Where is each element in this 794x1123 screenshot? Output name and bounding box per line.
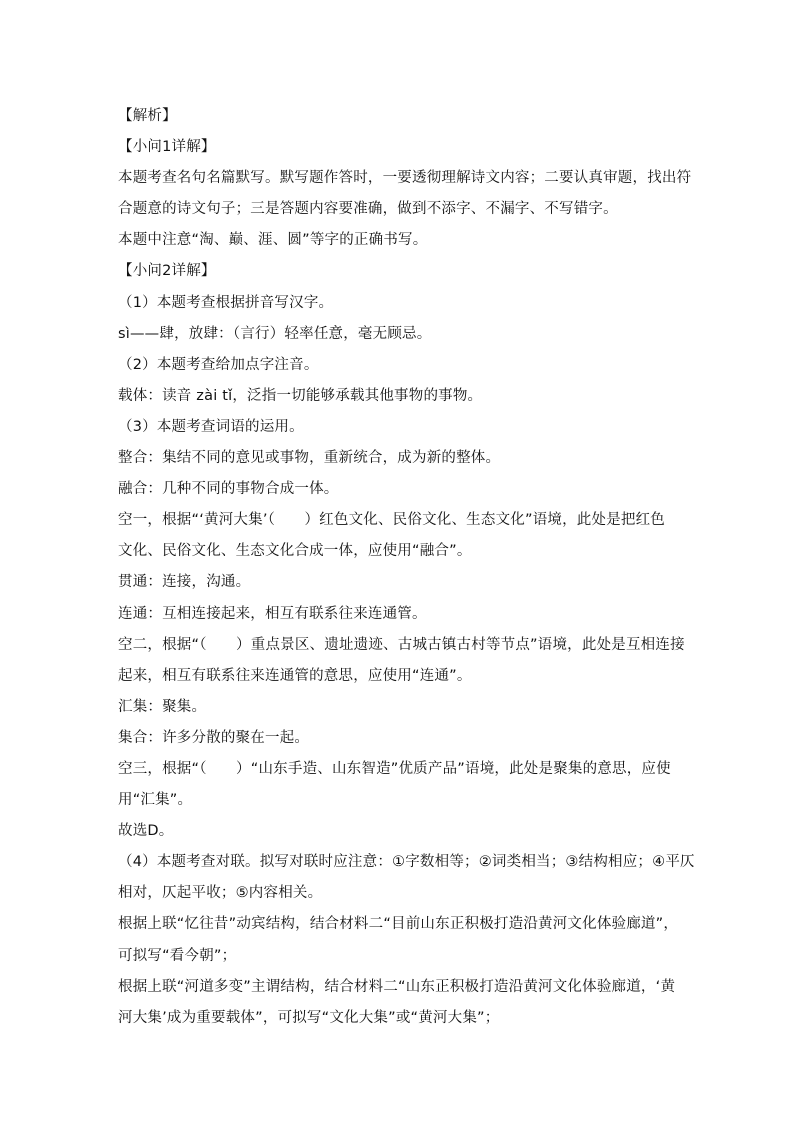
text-line: 用“汇集”。 <box>118 792 193 809</box>
text-line: 贯通：连接，沟通。 <box>118 574 251 591</box>
section-heading-analysis: 【解析】 <box>118 108 177 124</box>
text-line: （4）本题考查对联。拟写对联时应注意：①字数相等；②词类相当；③结构相应；④平仄 <box>118 854 695 871</box>
subsection-heading-q1: 【小问1详解】 <box>118 139 216 156</box>
text-line: 起来，相互有联系往来连通管的意思，应使用“连通”。 <box>118 667 472 684</box>
text-line: 故选D。 <box>118 823 174 840</box>
text-line: 空二，根据“（ ）重点景区、遗址遗迹、古城古镇古村等节点”语境，此处是互相连接 <box>118 636 685 653</box>
text-line: 集合：许多分散的聚在一起。 <box>118 729 310 746</box>
text-line: 河大集’成为重要载体”，可拟写“文化大集”或“黄河大集”； <box>118 1009 500 1026</box>
subsection-heading-q2: 【小问2详解】 <box>118 263 216 280</box>
text-line: 文化、民俗文化、生态文化合成一体，应使用“融合”。 <box>118 543 472 560</box>
text-line: 空一，根据“‘黄河大集’（ ）红色文化、民俗文化、生态文化”语境，此处是把红色 <box>118 512 665 529</box>
text-line: 汇集：聚集。 <box>118 698 207 715</box>
text-line: 根据上联“河道多变”主谓结构，结合材料二“山东正积极打造沿黄河文化体验廊道，‘黄 <box>118 978 676 995</box>
text-line: 相对，仄起平收；⑤内容相关。 <box>118 885 323 902</box>
text-line: 合题意的诗文句子；三是答题内容要准确，做到不添字、不漏字、不写错字。 <box>118 201 618 218</box>
text-line: 本题中注意“淘、巅、涯、圆”等字的正确书写。 <box>118 232 428 249</box>
text-line: 融合：几种不同的事物合成一体。 <box>118 481 339 498</box>
text-line: （2）本题考查给加点字注音。 <box>118 356 319 373</box>
text-line: 本题考查名句名篇默写。默写题作答时，一要透彻理解诗文内容；二要认真审题，找出符 <box>118 170 692 187</box>
text-line: 整合：集结不同的意见或事物，重新统合，成为新的整体。 <box>118 450 501 467</box>
text-line: 载体：读音 zài tǐ，泛指一切能够承载其他事物的事物。 <box>118 387 483 404</box>
text-line: sì——肆，放肆：（言行）轻率任意，毫无顾忌。 <box>118 325 432 342</box>
analysis-content <box>118 101 695 1034</box>
text-line: 空三，根据“（ ）“山东手造、山东智造”优质产品”语境，此处是聚集的意思，应使 <box>118 760 671 777</box>
text-line: 连通：互相连接起来，相互有联系往来连通管。 <box>118 605 427 622</box>
text-line: （3）本题考查词语的运用。 <box>118 418 304 435</box>
text-line: 可拟写“看今朝”； <box>118 947 237 964</box>
text-line: （1）本题考查根据拼音写汉字。 <box>118 294 334 311</box>
text-line: 根据上联“忆往昔”动宾结构，结合材料二“目前山东正积极打造沿黄河文化体验廊道”， <box>118 916 679 933</box>
